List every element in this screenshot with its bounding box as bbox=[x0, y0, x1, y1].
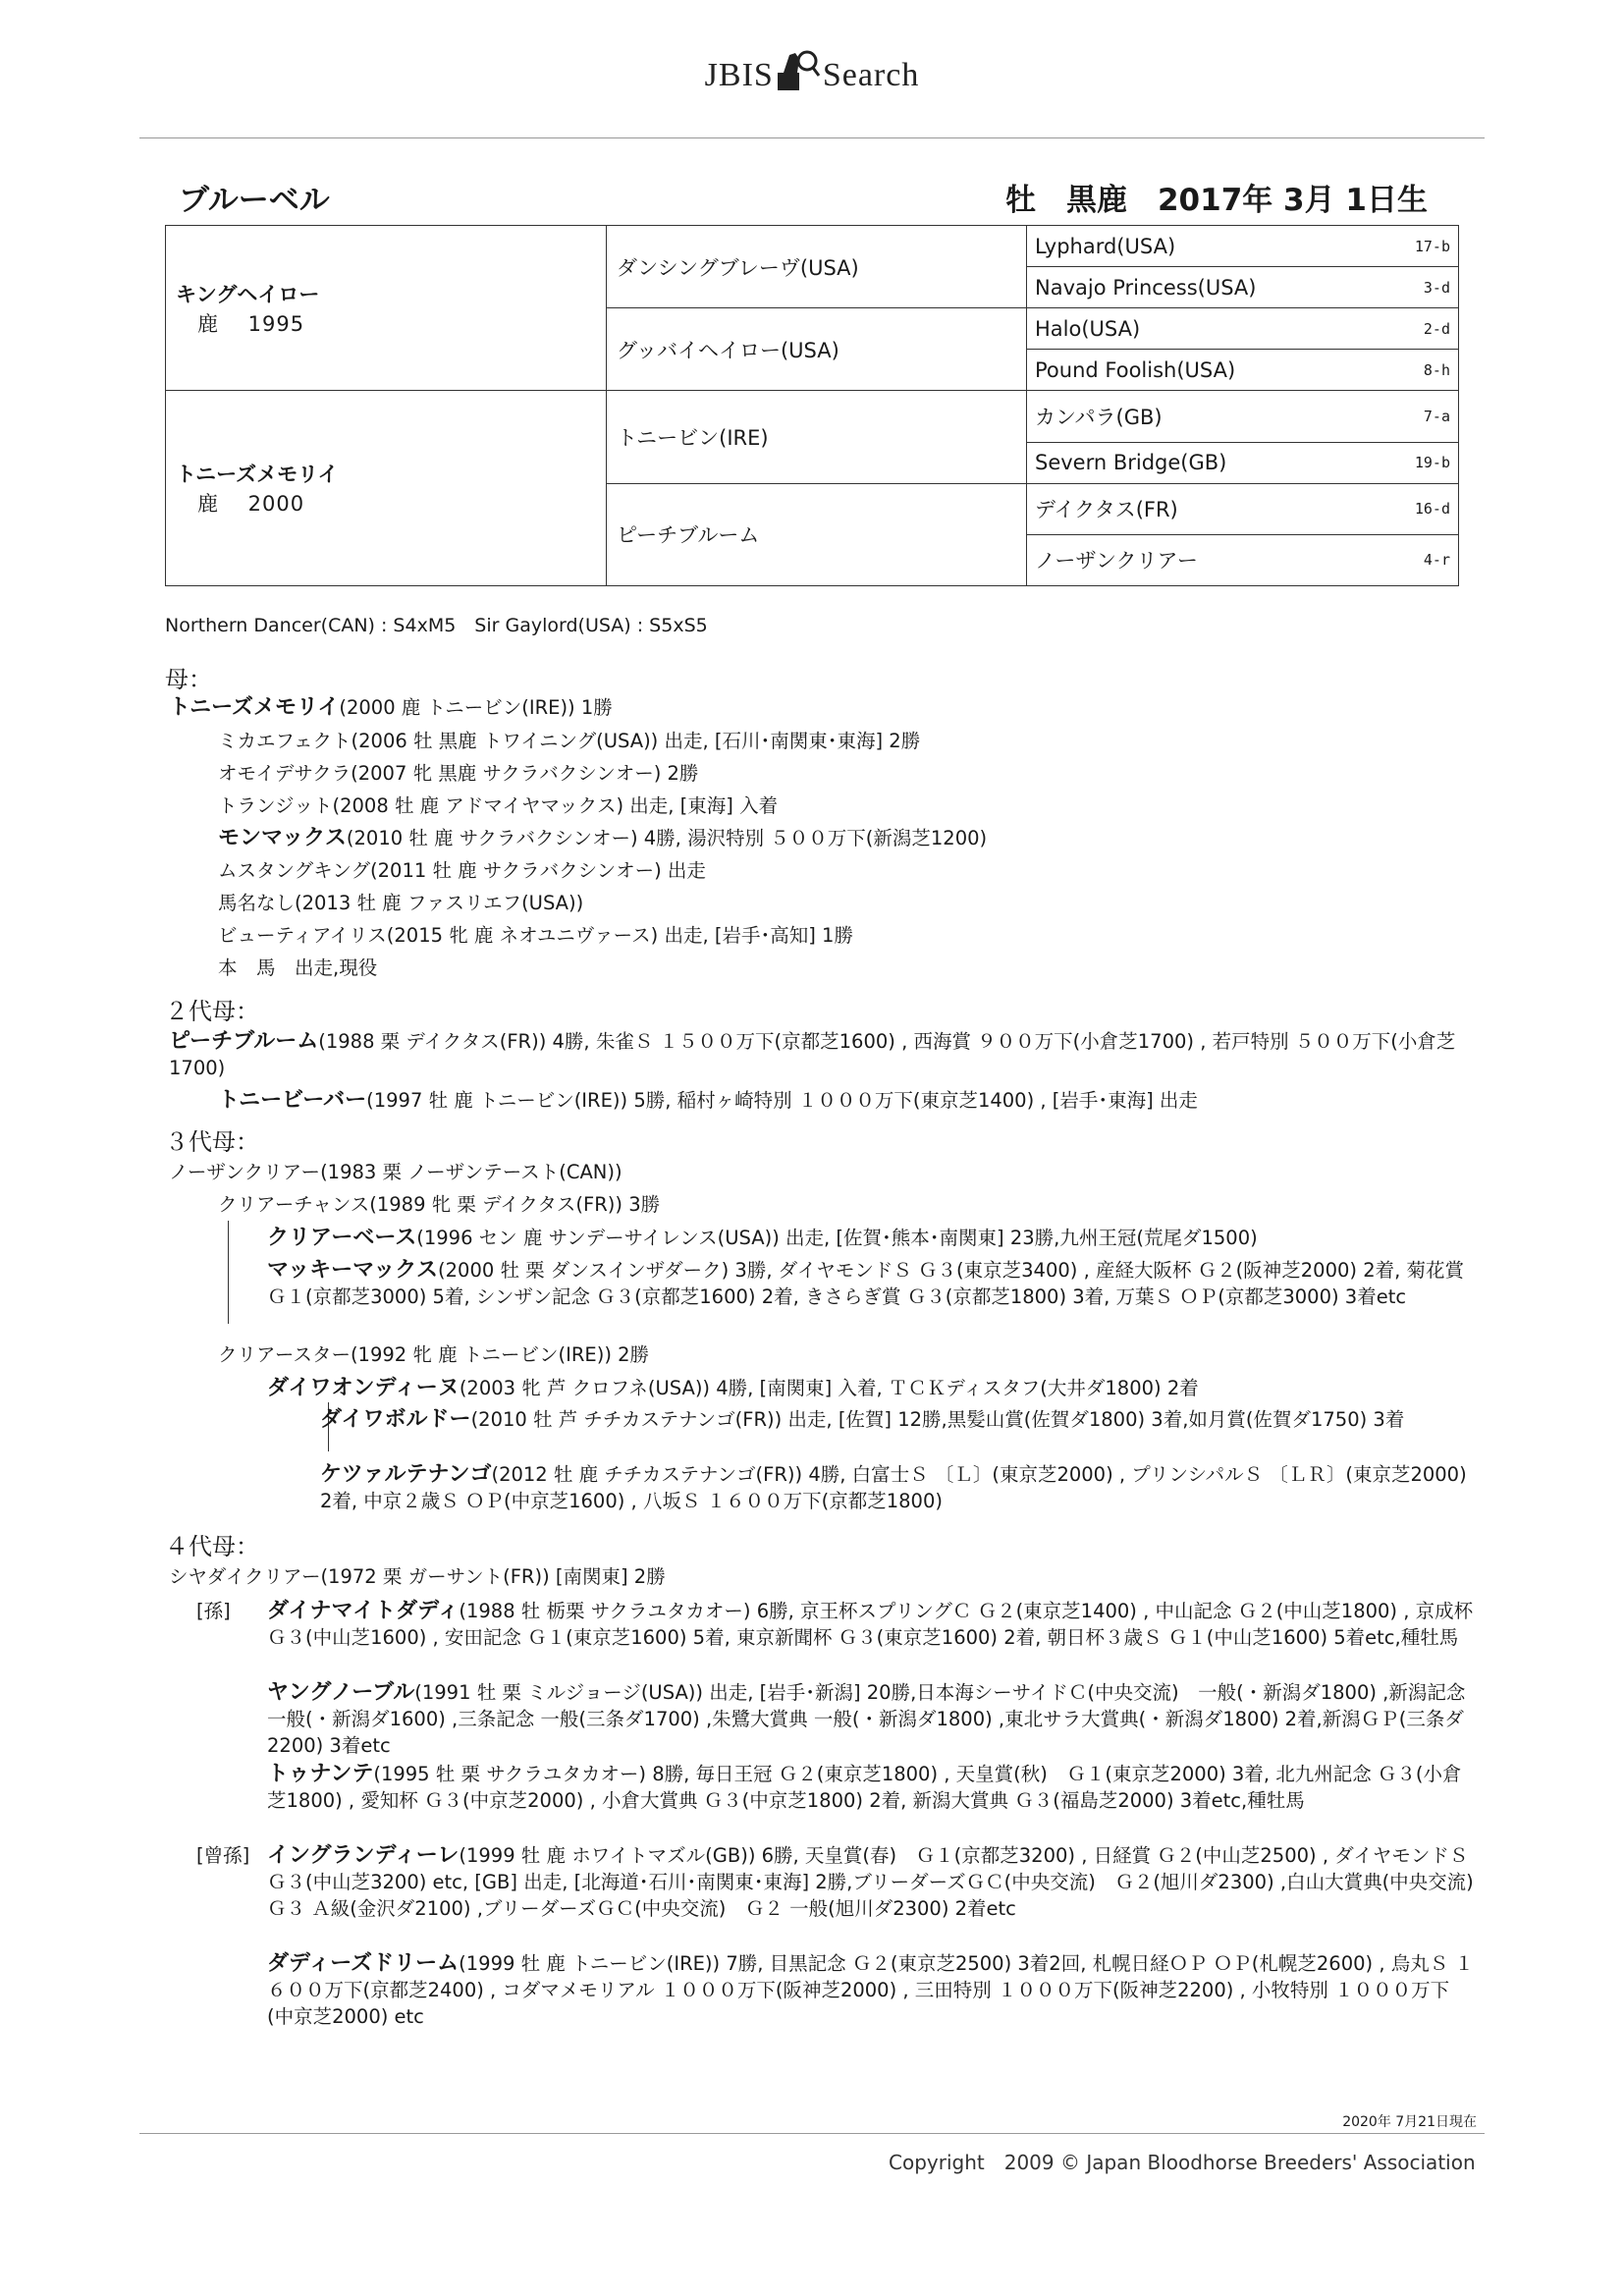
pedigree-gen3 bbox=[1027, 391, 1459, 442]
pedigree-gen2: グッバイヘイロー(USA) bbox=[607, 308, 1027, 391]
foal-entry bbox=[267, 1761, 1475, 1814]
entry-detail: (2006 牡 黒鹿 トワイニング(USA)) 出走, [石川･南関東･東海] 2勝 bbox=[351, 730, 921, 752]
dam-sub: 鹿 2000 bbox=[197, 492, 305, 517]
entry-name: クリアーベース bbox=[267, 1226, 417, 1250]
entry-detail: (1996 セン 鹿 サンデーサイレンス(USA)) 出走, [佐賀･熊本･南関東] 23勝,九州王冠(荒尾ダ1500) bbox=[416, 1227, 1258, 1249]
gen3-name: ノーザンクリアー bbox=[1035, 549, 1198, 574]
family-number: 2-d bbox=[1423, 319, 1450, 338]
foal-entry bbox=[218, 1341, 649, 1368]
family-number: 7-a bbox=[1423, 407, 1450, 425]
entry-detail: (1999 牡 鹿 トニービン(IRE)) 7勝, 目黒記念 Ｇ２(東京芝2500) 3着2回, 札幌日経ＯＰ ＯＰ(札幌芝2600) , 烏丸Ｓ １６００万下(京都芝2400) , コダマメモリアル １０００万下(阪神芝2000) , 三田特別 １０００万下(阪神芝2200) , 小牧特別 １０００万下(中京芝2000) etc bbox=[267, 1952, 1474, 2028]
foal-entry bbox=[267, 1842, 1493, 1922]
pedigree-gen3 bbox=[1027, 308, 1459, 350]
entry-detail: (2010 牡 鹿 サクラバクシンオー) 4勝, 湯沢特別 ５００万下(新潟芝1200) bbox=[346, 827, 988, 849]
pedigree-gen3 bbox=[1027, 483, 1459, 534]
pedigree-sire bbox=[166, 226, 607, 391]
section-g2: ２代母： bbox=[165, 998, 259, 1025]
horse-info: 牡 黒鹿 2017年 3月 1日生 bbox=[1004, 183, 1428, 218]
great-grandchild-label: [曾孫] bbox=[196, 1844, 250, 1867]
entry-name: トニービーバー bbox=[218, 1088, 367, 1113]
entry-name: ダディーズドリーム bbox=[267, 1951, 460, 1976]
entry-name: クリアースター bbox=[218, 1343, 351, 1366]
gen3-name: カンパラ(GB) bbox=[1035, 405, 1163, 429]
entry-detail: (2000 鹿 トニービン(IRE)) 1勝 bbox=[339, 696, 613, 719]
grandchild-label: [孫] bbox=[196, 1600, 231, 1622]
entry-name: ダイナマイトダディ bbox=[267, 1599, 460, 1623]
entry-detail: (2010 牡 芦 チチカステナンゴ(FR)) 出走, [佐賀] 12勝,黒髪山賞(佐賀ダ1800) 3着,如月賞(佐賀ダ1750) 3着 bbox=[470, 1408, 1405, 1431]
dam-entry bbox=[169, 694, 613, 721]
section-g4: ４代母： bbox=[165, 1533, 259, 1560]
entry-detail: (1999 牡 鹿 ホワイトマズル(GB)) 6勝, 天皇賞(春) Ｇ１(京都芝3200) , 日経賞 Ｇ２(中山芝2500) , ダイヤモンドＳ Ｇ３(中山芝3200) etc, [GB] 出走, [北海道･石川･南関東･東海] 2勝,ブリーダーズＧＣ(中央交流) Ｇ２(旭川ダ2300) ,白山大賞典(中央交流) Ｇ３ Ａ級(金沢ダ2100) ,ブリーダーズＧＣ(中央交流) Ｇ２ 一般(旭川ダ2300) 2着etc bbox=[267, 1844, 1493, 1920]
foal-entry bbox=[218, 890, 583, 916]
foal-entry bbox=[267, 1375, 1199, 1401]
entry-detail: (1997 牡 鹿 トニービン(IRE)) 5勝, 稲村ヶ崎特別 １０００万下(東京芝1400) , [岩手･東海] 出走 bbox=[366, 1089, 1198, 1112]
foal-entry bbox=[267, 1257, 1475, 1310]
entry-detail: 出走,現役 bbox=[275, 957, 378, 979]
foal-entry bbox=[267, 1950, 1475, 2030]
section-g3: ３代母： bbox=[165, 1128, 259, 1156]
entry-name: イングランディーレ bbox=[267, 1843, 460, 1868]
family-number: 16-d bbox=[1414, 500, 1450, 519]
entry-detail: (1983 栗 ノーザンテースト(CAN)) bbox=[320, 1161, 623, 1183]
entry-name: クリアーチャンス bbox=[218, 1193, 370, 1216]
entry-name: 馬名なし bbox=[218, 892, 296, 914]
entry-name: トランジット bbox=[218, 794, 333, 817]
foal-entry bbox=[218, 760, 698, 787]
g3-entry bbox=[169, 1159, 623, 1185]
family-number: 19-b bbox=[1414, 454, 1450, 472]
family-number: 3-d bbox=[1423, 278, 1450, 297]
foal-entry bbox=[218, 1087, 1198, 1114]
gen3-name: Halo(USA) bbox=[1035, 316, 1141, 341]
entry-detail: (2012 牡 鹿 チチカステナンゴ(FR)) 4勝, 白富士Ｓ 〔Ｌ〕(東京芝2000) , プリンシパルＳ 〔ＬＲ〕(東京芝2000) 2着, 中京２歳Ｓ ＯＰ(中京芝1600) , 八坂Ｓ １６００万下(京都芝1800) bbox=[320, 1463, 1467, 1512]
entry-detail: (2007 牝 黒鹿 サクラバクシンオー) 2勝 bbox=[351, 762, 699, 785]
entry-detail: (2008 牡 鹿 アドマイヤマックス) 出走, [東海] 入着 bbox=[332, 794, 779, 817]
sire-sub: 鹿 1995 bbox=[197, 311, 305, 336]
foal-entry bbox=[267, 1598, 1475, 1651]
entry-detail: (1995 牡 栗 サクラユタカオー) 8勝, 毎日王冠 Ｇ２(東京芝1800) , 天皇賞(秋) Ｇ１(東京芝2000) 3着, 北九州記念 Ｇ３(小倉芝1800) , 愛知杯 Ｇ３(中京芝2000) , 小倉大賞典 Ｇ３(中京芝1800) 2着, 新潟大賞典 Ｇ３(福島芝2000) 3着etc,種牡馬 bbox=[267, 1763, 1462, 1812]
gen3-name: デイクタス(FR) bbox=[1035, 498, 1178, 522]
gen3-name: Severn Bridge(GB) bbox=[1035, 451, 1227, 475]
pedigree-gen2: ピーチブルーム bbox=[607, 483, 1027, 585]
gen3-name: Lyphard(USA) bbox=[1035, 234, 1176, 258]
horse-magnifier-icon bbox=[776, 47, 821, 92]
foal-entry bbox=[218, 922, 853, 949]
entry-name: シヤダイクリアー bbox=[169, 1565, 321, 1588]
entry-detail: (1988 牡 栃栗 サクラユタカオー) 6勝, 京王杯スプリングＣ Ｇ２(東京芝1400) , 中山記念 Ｇ２(中山芝1800) , 京成杯 Ｇ３(中山芝1600) , 安田記念 Ｇ１(東京芝1600) 5着, 東京新聞杯 Ｇ３(東京芝1600) 2着, 朝日杯３歳Ｓ Ｇ１(中山芝1600) 5着etc,種牡馬 bbox=[267, 1600, 1474, 1649]
foal-entry bbox=[320, 1461, 1469, 1514]
entry-detail: (2011 牡 鹿 サクラバクシンオー) 出走 bbox=[370, 859, 706, 882]
entry-detail: (1991 牡 栗 ミルジョージ(USA)) 出走, [岩手･新潟] 20勝,日本海シーサイドＣ(中央交流) 一般(・新潟ダ1800) ,新潟記念 一般(・新潟ダ1600) ,三条記念 一般(三条ダ1700) ,朱鷺大賞典 一般(・新潟ダ1800) ,東北サラ大賞典(・新潟ダ1800) 2着,新潟ＧＰ(三条ダ2200) 3着etc bbox=[267, 1681, 1466, 1757]
as-of-date: 2020年 7月21日現在 bbox=[1342, 2114, 1477, 2130]
tree-connector bbox=[228, 1221, 229, 1324]
entry-detail: (2003 牝 芦 クロフネ(USA)) 4勝, [南関東] 入着, ＴＣＫディスタフ(大井ダ1800) 2着 bbox=[459, 1377, 1199, 1399]
foal-entry bbox=[218, 955, 377, 981]
logo-text-jbis: JBIS bbox=[704, 57, 774, 93]
entry-name: ピーチブルーム bbox=[169, 1029, 319, 1054]
pedigree-table bbox=[165, 225, 1459, 586]
entry-name: オモイデサクラ bbox=[218, 762, 352, 785]
pedigree-dam bbox=[166, 391, 607, 586]
entry-detail: (1988 栗 デイクタス(FR)) 4勝, 朱雀Ｓ １５００万下(京都芝1600) , 西海賞 ９００万下(小倉芝1700) , 若戸特別 ５００万下(小倉芝1700) bbox=[169, 1030, 1456, 1079]
entry-name: ムスタングキング bbox=[218, 859, 371, 882]
site-logo bbox=[0, 47, 1624, 94]
family-number: 8-h bbox=[1423, 360, 1450, 379]
family-number: 17-b bbox=[1414, 237, 1450, 255]
entry-name: ダイワボルドー bbox=[320, 1407, 471, 1432]
gen3-name: Navajo Princess(USA) bbox=[1035, 275, 1257, 300]
entry-name: トゥナンテ bbox=[267, 1762, 374, 1786]
pedigree-gen3 bbox=[1027, 350, 1459, 391]
entry-detail: (2015 牝 鹿 ネオユニヴァース) 出走, [岩手･高知] 1勝 bbox=[386, 924, 853, 947]
sire-name: キングヘイロー bbox=[176, 282, 320, 306]
entry-name: モンマックス bbox=[218, 826, 347, 850]
g4-entry bbox=[169, 1563, 666, 1590]
gen3-name: Pound Foolish(USA) bbox=[1035, 357, 1236, 382]
entry-name: ミカエフェクト bbox=[218, 730, 352, 752]
foal-entry bbox=[218, 1191, 660, 1218]
entry-detail: (1989 牝 栗 デイクタス(FR)) 3勝 bbox=[369, 1193, 661, 1216]
foal-entry bbox=[218, 857, 706, 884]
foal-entry bbox=[218, 728, 920, 754]
g2-entry bbox=[169, 1028, 1465, 1081]
section-dam: 母： bbox=[165, 666, 212, 693]
foal-entry bbox=[218, 793, 778, 819]
entry-name: 本 馬 bbox=[218, 957, 276, 979]
pedigree-gen2: ダンシングブレーヴ(USA) bbox=[607, 226, 1027, 308]
foal-entry bbox=[267, 1225, 1258, 1251]
dam-name: トニーズメモリイ bbox=[176, 463, 339, 487]
foal-entry bbox=[218, 825, 987, 851]
pedigree-gen3 bbox=[1027, 267, 1459, 308]
entry-name: ケツァルテナンゴ bbox=[320, 1462, 492, 1487]
entry-name: トニーズメモリイ bbox=[169, 695, 340, 720]
inbreeding-info: Northern Dancer(CAN) : S4xM5 Sir Gaylord(USA) : S5xS5 bbox=[165, 615, 708, 636]
logo-text-search: Search bbox=[822, 57, 920, 93]
copyright: Copyright 2009 © Japan Bloodhorse Breeders' Association bbox=[889, 2151, 1476, 2174]
header-divider bbox=[139, 137, 1485, 138]
entry-name: ヤングノーブル bbox=[267, 1680, 415, 1705]
pedigree-gen2: トニービン(IRE) bbox=[607, 391, 1027, 483]
pedigree-gen3 bbox=[1027, 226, 1459, 267]
entry-detail: (2013 牡 鹿 ファスリエフ(USA)) bbox=[295, 892, 584, 914]
entry-detail: (2000 牡 栗 ダンスインザダーク) 3勝, ダイヤモンドＳ Ｇ３(東京芝3400) , 産経大阪杯 Ｇ２(阪神芝2000) 2着, 菊花賞 Ｇ１(京都芝3000) 5着, シンザン記念 Ｇ３(京都芝1600) 2着, きさらぎ賞 Ｇ３(京都芝1800) 3着, 万葉Ｓ ＯＰ(京都芝3000) 3着etc bbox=[267, 1259, 1465, 1308]
footer-divider bbox=[139, 2133, 1485, 2134]
family-number: 4-r bbox=[1423, 551, 1450, 570]
pedigree-gen3 bbox=[1027, 442, 1459, 483]
entry-name: ダイワオンディーヌ bbox=[267, 1376, 460, 1400]
entry-detail: (1992 牝 鹿 トニービン(IRE)) 2勝 bbox=[350, 1343, 650, 1366]
entry-detail: (1972 栗 ガーサント(FR)) [南関東] 2勝 bbox=[320, 1565, 666, 1588]
foal-entry bbox=[267, 1679, 1475, 1759]
pedigree-gen3 bbox=[1027, 534, 1459, 585]
entry-name: ノーザンクリアー bbox=[169, 1161, 321, 1183]
entry-name: マッキーマックス bbox=[267, 1258, 439, 1283]
foal-entry bbox=[320, 1406, 1469, 1433]
horse-name: ブルーベル bbox=[179, 183, 330, 218]
entry-name: ビューティアイリス bbox=[218, 924, 387, 947]
